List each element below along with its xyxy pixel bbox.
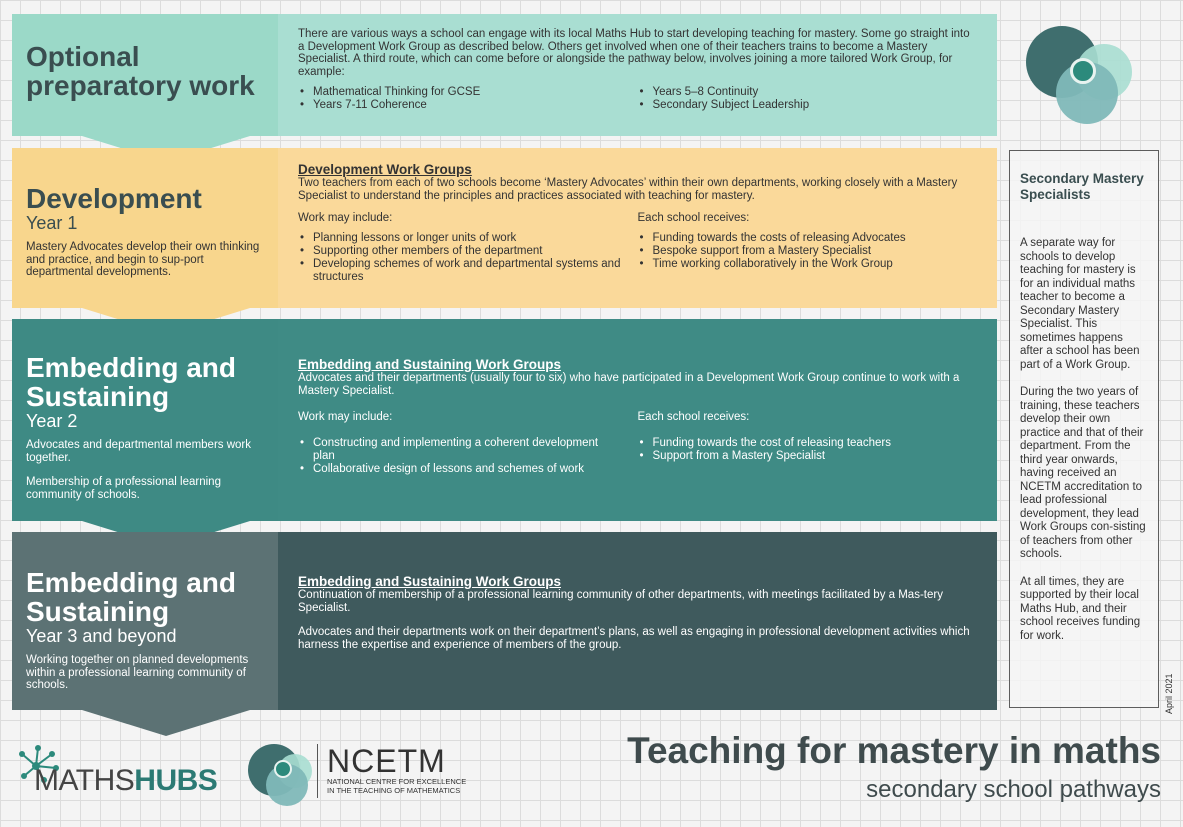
work-group-body-2: Advocates and their departments work on their department’s plans, as well as engaging in professional development activities which harness the expertise and experience of members of the group. [298,626,970,651]
ncetm-subtitle-line: NATIONAL CENTRE FOR EXCELLENCE [327,777,467,786]
side-paragraph: At all times, they are supported by their local Maths Hub, and their school receives funding for work. [1020,575,1141,642]
stage-content-panel [278,148,997,308]
list-item: • Years 7-11 Coherence [298,99,622,112]
work-group-body: Advocates and their departments (usually four to six) who have participated in a Development Work Group continue to work with a Mastery Specialist. [298,372,960,397]
column-heading: Work may include: [298,411,393,423]
stage-content-panel [278,14,997,136]
stage-title: Optional preparatory work [26,41,255,101]
list-item: • Collaborative design of lessons and schemes of work [298,463,622,476]
page-title: Teaching for mastery in maths [627,730,1161,771]
list-item: • Developing schemes of work and departmental systems and structures [298,258,622,284]
list-item: • Planning lessons or longer units of work [298,232,622,245]
receives-column [638,212,978,284]
ncetm-wordmark: NCETM [327,743,446,779]
work-group-columns [298,411,977,476]
column-heading: Each school receives: [637,411,750,423]
work-column [298,411,638,476]
ncetm-circles-icon [248,740,314,806]
list-item: • Mathematical Thinking for GCSE [298,86,622,99]
examples-left [298,86,638,112]
list-item: • Funding towards the cost of releasing teachers [638,437,962,450]
stage-description-2: Membership of a professional learning community of schools. [26,476,221,501]
examples-right [638,86,978,112]
list-item: • Constructing and implementing a coherent development plan [298,437,622,463]
maths-hubs-wordmark [34,764,217,798]
side-paragraph: During the two years of training, these teachers develop their own practice and that of their department. From the third year onwards, having received an NCETM accreditation to lead professional development, they lead Work Groups con-sisting of teachers from other schools. [1020,386,1146,560]
stage-description: Working together on planned developments within a professional learning community of schools. [26,654,249,691]
stage-label-panel [12,14,278,136]
stage-title: Embedding and Sustaining [26,352,236,412]
ncetm-subtitle [327,777,466,795]
receives-column [638,411,978,476]
circles-logo-icon [1026,26,1136,126]
list-item: • Supporting other members of the department [298,245,622,258]
stage-year: Year 1 [26,213,78,233]
stage-embedding-year3 [12,532,997,710]
stage-content-panel [278,319,997,521]
logo-divider [317,744,318,798]
wordmark-part: HUBS [134,764,218,797]
stage-embedding-year2 [12,319,997,521]
mastery-specialists-panel [1009,150,1159,708]
list-item: • Funding towards the costs of releasing Advocates [638,232,962,245]
stage-label-panel [12,532,278,710]
column-heading: Each school receives: [637,212,750,224]
work-group-title: Embedding and Sustaining Work Groups [298,574,562,589]
stage-description: Mastery Advocates develop their own thinking and practice, and begin to sup-port departmental developments. [26,241,260,278]
stage-description: Advocates and departmental members work together. [26,439,251,464]
stage-title: Development [26,183,202,214]
work-group-body: Two teachers from each of two schools become ‘Mastery Advocates’ within their own departments, working closely with a Mastery Specialist to understand the principles and practices associated with teaching for mastery. [298,177,958,202]
stage-year: Year 3 and beyond [26,626,177,646]
list-item: • Support from a Mastery Specialist [638,450,962,463]
stage-development [12,148,997,308]
work-group-body: Continuation of membership of a professional learning community of other departments, with meetings facilitated by a Mas-tery Specialist. [298,589,943,614]
stage-intro: There are various ways a school can engage with its local Maths Hub to start developing teaching for mastery. Some go straight into a Development Work Group as described below. Others get involved when one of their teachers trains to become a Mastery Specialist. A third route, which can come before or alongside the pathway below, involves joining a more tailored Work Group, for example: [298,28,970,78]
work-group-title: Development Work Groups [298,162,472,177]
column-heading: Work may include: [298,212,393,224]
stage-label-panel [12,319,278,521]
example-lists [298,86,977,112]
down-arrow-icon [82,710,250,736]
date-label [1164,664,1176,714]
date-text: April 2021 [1164,673,1174,714]
ncetm-subtitle-line: IN THE TEACHING OF MATHEMATICS [327,786,461,795]
stage-label-panel [12,148,278,308]
side-paragraph: A separate way for schools to develop teaching for mastery is for an individual maths teacher to become a Secondary Mastery Specialist. This sometimes happens after a school has been part of a Work Group. [1020,237,1140,371]
stage-content-panel [278,532,997,710]
list-item: • Time working collaboratively in the Work Group [638,258,962,271]
work-column [298,212,638,284]
stage-title: Embedding and Sustaining [26,567,236,627]
list-item: • Bespoke support from a Mastery Specialist [638,245,962,258]
page-subtitle: secondary school pathways [866,776,1161,803]
list-item: • Secondary Subject Leadership [638,99,962,112]
work-group-columns [298,212,977,284]
stage-year: Year 2 [26,411,78,431]
side-title: Secondary Mastery Specialists [1020,171,1144,202]
list-item: • Years 5–8 Continuity [638,86,962,99]
wordmark-part: MATHS [34,764,135,797]
stage-optional-preparatory [12,14,997,136]
work-group-title: Embedding and Sustaining Work Groups [298,357,562,372]
